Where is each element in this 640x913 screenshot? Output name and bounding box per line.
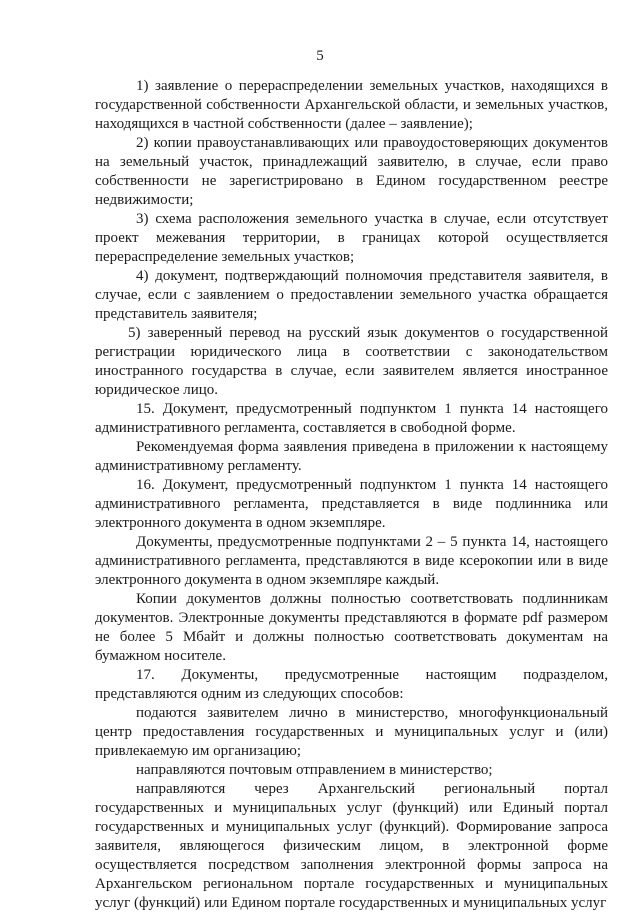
paragraph-item-1: 1) заявление о перераспределении земельных участков, находящихся в государственной собственности Архангельской области, и земельных участков, находящихся в частной собственности (далее – заявление); (95, 78, 608, 132)
paragraph-method-mail: направляются почтовым отправлением в министерство; (136, 762, 493, 778)
paragraph-electronic-format: Копии документов должны полностью соответствовать подлинникам документов. Электронные документы представляются в формате pdf размером не более 5 Мбайт и должны полностью соответствовать документам на бумажном носителе. (95, 591, 608, 664)
paragraph-method-in-person: подаются заявителем лично в министерство, многофункциональный центр предоставления государственных и муниципальных услуг и (или) привлекаемую им организацию; (95, 705, 608, 759)
page-number: 5 (316, 48, 324, 64)
paragraph-item-4: 4) документ, подтверждающий полномочия представителя заявителя, в случае, если с заявлением о предоставлении земельного участка обращается представитель заявителя; (95, 268, 608, 322)
paragraph-recommended-form: Рекомендуемая форма заявления приведена в приложении к настоящему административному регламенту. (95, 439, 608, 474)
paragraph-item-5: 5) заверенный перевод на русский язык документов о государственной регистрации юридического лица в соответствии с законодательством иностранного государства в случае, если заявителем является иностранное юридическое лицо. (95, 325, 608, 398)
paragraph-method-portal: направляются через Архангельский региональный портал государственных и муниципальных услуг (функций) или Единый портал государственных и муниципальных услуг (функций). Формирование запроса заявителя, являющегося физическим лицом, в электронной форме осуществляется посредством заполнения электронной формы запроса на Архангельском региональном портале государственных и муниципальных услуг (функций) или Едином портале государственных и муниципальных услуг (95, 781, 608, 911)
paragraph-clause-15: 15. Документ, предусмотренный подпунктом 1 пункта 14 настоящего административного регламента, составляется в свободной форме. (95, 401, 608, 436)
document-body (95, 77, 608, 913)
paragraph-item-2: 2) копии правоустанавливающих или правоудостоверяющих документов на земельный участок, принадлежащий заявителю, в случае, если право собственности не зарегистрировано в Едином государственном реестре недвижимости; (95, 135, 608, 208)
paragraph-clause-16: 16. Документ, предусмотренный подпунктом 1 пункта 14 настоящего административного регламента, представляется в виде подлинника или электронного документа в одном экземпляре. (95, 477, 608, 531)
paragraph-documents-copies: Документы, предусмотренные подпунктами 2 – 5 пункта 14, настоящего административного регламента, представляются в виде ксерокопии или в виде электронного документа в одном экземпляре каждый. (95, 534, 608, 588)
paragraph-clause-17: 17. Документы, предусмотренные настоящим подразделом, представляются одним из следующих способов: (95, 667, 608, 702)
paragraph-item-3: 3) схема расположения земельного участка в случае, если отсутствует проект межевания территории, в границах которой осуществляется перераспределение земельных участков; (95, 211, 608, 265)
